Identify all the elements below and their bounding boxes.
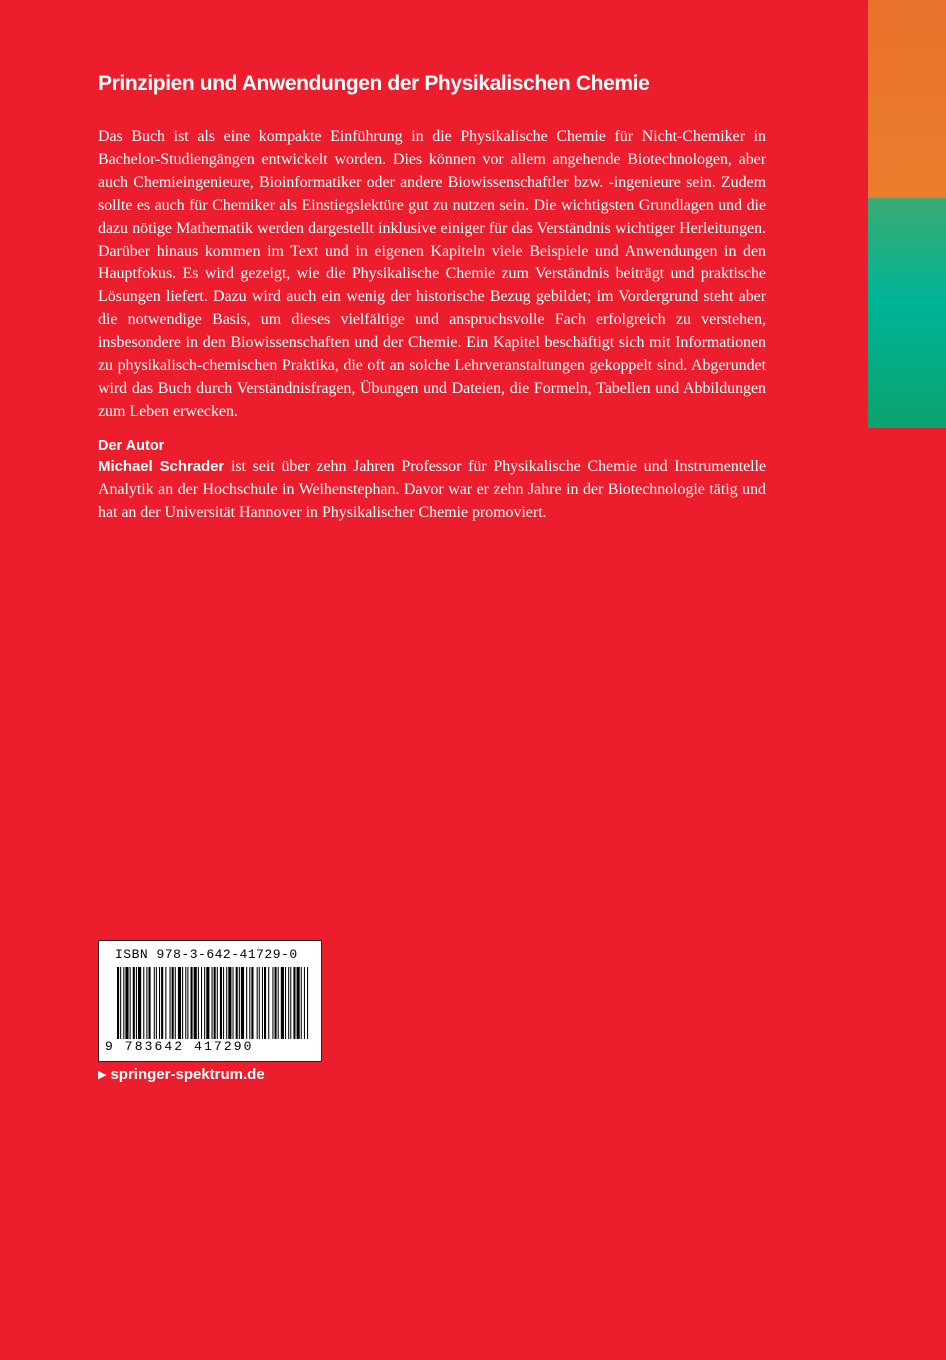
barcode-bar (281, 967, 284, 1039)
barcode-bar (175, 967, 176, 1039)
barcode-bar (191, 967, 193, 1039)
barcode-bar (159, 967, 160, 1039)
barcode-bar (262, 967, 263, 1039)
barcode-bar (297, 967, 300, 1039)
barcode-bar (241, 967, 244, 1039)
page-title: Prinzipien und Anwendungen der Physikalischen Chemie (98, 72, 650, 95)
barcode-digits: 9 783642 417290 (105, 1039, 254, 1054)
barcode-bar (285, 967, 286, 1039)
barcode-bar (226, 967, 227, 1039)
barcode-bar (165, 967, 166, 1039)
barcode-bar (233, 967, 234, 1039)
barcode-bar (198, 967, 199, 1039)
barcode-bars (117, 967, 309, 1045)
barcode-bar (259, 967, 260, 1039)
barcode-bar (123, 967, 124, 1039)
barcode-bar (268, 967, 269, 1039)
publisher-website-text: springer-spektrum.de (110, 1066, 265, 1083)
barcode-bar (307, 967, 308, 1039)
side-color-band-teal (868, 198, 946, 428)
barcode-bar (170, 967, 171, 1039)
barcode-bar (154, 967, 155, 1039)
isbn-barcode (98, 940, 322, 1062)
barcode-bar (172, 967, 174, 1039)
barcode-bar (161, 967, 163, 1039)
barcode-bar (264, 967, 266, 1039)
barcode-bar (201, 967, 202, 1039)
barcode-bar (301, 967, 302, 1039)
back-cover-text (98, 72, 766, 525)
barcode-bar (220, 967, 222, 1039)
barcode-bar (117, 967, 119, 1039)
barcode-bar (246, 967, 247, 1039)
barcode-bar (185, 967, 186, 1039)
author-bio (98, 456, 766, 525)
barcode-bar (249, 967, 250, 1039)
barcode-bar (125, 967, 128, 1039)
barcode-bar (304, 967, 305, 1039)
side-color-band-orange (868, 0, 946, 198)
barcode-bar (228, 967, 231, 1039)
barcode-bar (236, 967, 238, 1039)
barcode-bar (178, 967, 181, 1039)
barcode-bar (136, 967, 137, 1039)
barcode-bar (146, 967, 147, 1039)
barcode-bar (120, 967, 121, 1039)
barcode-bar (212, 967, 213, 1039)
barcode-bar (156, 967, 157, 1039)
book-description: Das Buch ist als eine kompakte Einführung in die Physikalische Chemie für Nicht-Chemiker in Bachelor-Studiengängen entwickelt worden. Dies können vor allem angehende Biotechnologen, aber auch Chemieingenieure, Bioinformatiker oder andere Biowissenschaftler bzw. -ingenieure sein. Zudem sollte es auch für Chemiker als Einstiegslektüre gut zu nutzen sein. Die wichtigsten Grundlagen und die dazu nötige Mathematik werden dargestellt inklusive einiger für das Verständnis wichtiger Herleitungen. Darüber hinaus kommen im Text und in eigenen Kapiteln viele Beispiele und Anwendungen in den Hauptfokus. Es wird gezeigt, wie die Physikalische Chemie zum Verständnis beiträgt und praktische Lösungen liefert. Dazu wird auch ein wenig der historische Bezug gebildet; im Vordergrund steht aber die notwendige Basis, um dieses vielfältige und anspruchsvolle Fach erfolgreich zu verstehen, insbesondere in den Biowissenschaften und der Chemie. Ein Kapitel beschäftigt sich mit Informationen zu physikalisch-chemischen Praktika, die oft an solche Lehrveranstaltungen gekoppelt sind. Abgerundet wird das Buch durch Verständnisfragen, Übungen und Dateien, die Formeln, Tabellen und Abbildungen zum Leben erwecken. (98, 128, 766, 420)
barcode-bar (214, 967, 216, 1039)
barcode-bar (143, 967, 144, 1039)
barcode-bar (293, 967, 295, 1039)
barcode-bar (133, 967, 135, 1039)
barcode-bar (204, 967, 205, 1039)
author-section-heading: Der Autor (98, 437, 165, 454)
arrow-right-icon: ▶ (98, 1069, 107, 1081)
author-bio-text: ist seit über zehn Jahren Professor für Physikalische Chemie und Instrumentelle Analytik an der Hochschule in Weihenstephan. Davor war er zehn Jahre in der Biotechnologie tätig und hat an der Universität Hannover in Physikalischer Chemie promoviert. (98, 457, 766, 521)
author-name: Michael Schrader (98, 457, 225, 475)
barcode-bar (206, 967, 209, 1039)
barcode-bar (275, 967, 277, 1039)
isbn-number: ISBN 978-3-642-41729-0 (115, 947, 298, 962)
barcode-bar (272, 967, 273, 1039)
barcode-bar (130, 967, 131, 1039)
barcode-bar (187, 967, 188, 1039)
barcode-bar (257, 967, 258, 1039)
barcode-bar (288, 967, 289, 1039)
barcode-bar (149, 967, 151, 1039)
barcode-bar (138, 967, 141, 1039)
barcode-bar (278, 967, 279, 1039)
barcode-bar (182, 967, 183, 1039)
barcode-bar (290, 967, 291, 1039)
barcode-bar (194, 967, 197, 1039)
publisher-website[interactable] (98, 1066, 265, 1083)
barcode-bar (223, 967, 224, 1039)
barcode-bar (239, 967, 240, 1039)
barcode-bar (251, 967, 253, 1039)
barcode-bar (217, 967, 218, 1039)
